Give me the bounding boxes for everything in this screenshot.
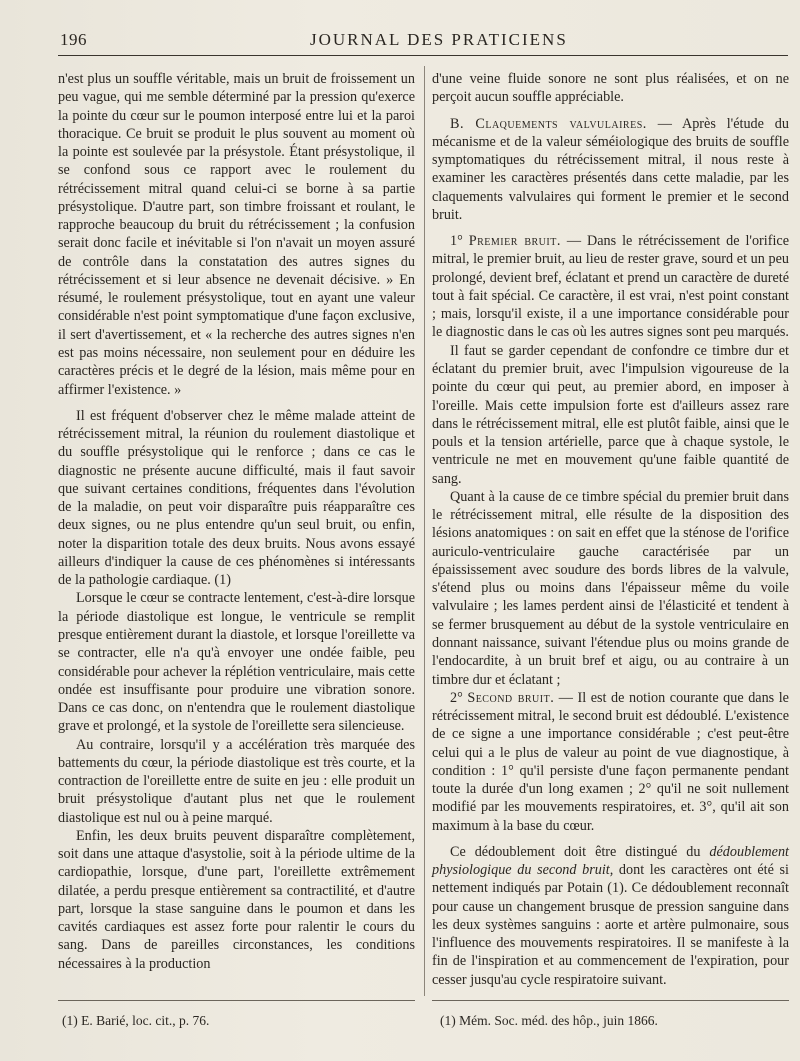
section-heading-second-bruit: Second bruit. — [467, 689, 555, 706]
footnote-left: (1) E. Barié, loc. cit., p. 76. — [62, 1013, 210, 1028]
left-paragraph-1: n'est plus un souffle véritable, mais un bruit de froissement un peu vague, qui me semble déterminé par la pression qu'exerce la pointe du cœur sur le poumon interposé entre lui et la paroi thoracique. Ce bruit se produit le plus souvent au moment où la pointe est soulevée par la présystole. Étant présystolique, il se confond sous ce rapport avec le roulement du rétrécissement mitral quand celui-ci se borne à sa partie présystolique. D'autre part, son timbre froissant et roulant, le rapproche beaucoup du bruit du rétrécissement ; la confusion serait donc facile et inévitable si l'on n'avait un moyen assuré de contrôle dans la constatation des autres signes du rétrécissement et si leur absence ne devenait décisive. » En résumé, le roulement présystolique, tout en ayant une valeur considérable n'est point symptomatique d'une façon exclusive, il sert d'avertissement, et « la recherche des autres signes n'en est pas moins nécessaire, non seulement pour en déduire les caractères précis et le degré de la lésion, mais même pour en affirmer l'existence. » — [58, 71, 415, 398]
left-paragraph-2: Il est fréquent d'observer chez le même malade atteint de rétrécissement mitral, la réunion du roulement diastolique et du souffle présystolique qui le renforce ; dans ce cas le diagnostic ne présente aucune difficulté, mais il faut savoir que suivant certaines conditions, fréquentes dans l'évolution de la maladie, on peut voir disparaître puis réapparaître ces deux signes, ou ne plus entendre qu'un seul bruit, ou enfin, noter la disparition totale des deux bruits. Nous avons essayé ailleurs d'indiquer la cause de ces phénomènes si intéressants de la pathologie cardiaque. (1) — [58, 407, 415, 589]
right-paragraph-3 — [432, 232, 789, 342]
left-paragraph-4: Au contraire, lorsqu'il y a accélération très marquée des battements du cœur, la période diastolique est très courte, et la contraction de l'oreillette entre de suite en jeu : elle produit un bruit présystolique d'autant plus net que le roulement diastolique est nul ou à peine marqué. — [58, 736, 415, 826]
right-paragraph-7 — [432, 843, 789, 989]
running-title: JOURNAL DES PRATICIENS — [310, 30, 568, 49]
footnote-rule-right — [432, 1000, 789, 1001]
item-number-2: 2° — [450, 689, 468, 706]
section-heading-premier-bruit: Premier bruit. — [468, 233, 561, 250]
right-paragraph-1: d'une veine fluide sonore ne sont plus réalisées, et on ne perçoit aucun souffle appréciable. — [432, 71, 789, 106]
right-paragraph-5: Quant à la cause de ce timbre spécial du premier bruit dans le rétrécissement mitral, elle résulte de la disposition des lésions anatomiques : on sait en effet que la sténose de l'orifice auriculo-ventriculaire gauche caractérisée par un épaississement avec soudure des bords libres de la valvule, s'étend plus ou moins dans l'épaisseur même du voile valvulaire ; les lames perdent ainsi de l'élasticité et tendent à se fermer brusquement au début de la systole ventriculaire en donnant naissance, suivant l'étendue plus ou moins grande de l'endocardite, à un bruit bref et aigu, ou au contraire à un timbre dur et éclatant ; — [432, 488, 789, 688]
footnote-right: (1) Mém. Soc. méd. des hôp., juin 1866. — [440, 1013, 658, 1028]
right-paragraph-2 — [432, 115, 789, 225]
left-paragraph-5: Enfin, les deux bruits peuvent disparaître complètement, soit dans une attaque d'asystolie, soit à la période ultime de la cardiopathie, lorsque, d'une part, l'oreillette extrêmement dilatée, a perdu presque entièrement sa contractilité, et d'autre part, lorsque la stase sanguine dans le poumon et dans les cavités cardiaques est assez forte pour ralentir le cours du sang. Dans de pareilles circonstances, les conditions nécessaires à la production — [58, 827, 415, 972]
section-heading-claquements: B. Claquements valvulaires. — [450, 115, 647, 132]
right-column — [432, 70, 789, 989]
left-column — [58, 70, 415, 973]
header-rule — [58, 55, 788, 56]
left-paragraph-3: Lorsque le cœur se contracte lentement, c'est-à-dire lorsque la période diastolique est longue, le ventricule se remplit presque entièrement durant la diastole, et lorsque l'oreillette va se contracter, elle n'a qu'à envoyer une ondée faible, peu considérable pour achever la réplétion ventriculaire, mais cette ondée est insuffisante pour produire une vibration sonore. Dans ce cas donc, on n'entendra que le roulement diastolique grave et prolongé, et la systole de l'oreillette sera silencieuse. — [58, 590, 415, 735]
paragraph-text-b: dont les caractères ont été si nettement indiqués par Potain (1). Ce dédoublement reconnaît pour cause un changement brusque de pression sanguine dans les deux systèmes sanguins : aorte et artère pulmonaire, sous l'influence des mouvements respiratoires. Il se manifeste à la fin de l'inspiration et au commencement de l'expiration, pour cesser jusqu'au cycle respiratoire suivant. — [432, 862, 789, 988]
italic-phrase: dédoublement physiologique du second bruit, — [432, 843, 789, 879]
section-text-claquements: — Après l'étude du mécanisme et de la valeur séméiologique des bruits de souffle symptomatiques du rétrécissement mitral, il nous reste à examiner les caractères présentés dans cette maladie, par les claquements valvulaires qui forment le premier et le second bruit. — [432, 115, 789, 223]
paragraph-text-a: Ce dédoublement doit être distingué du — [450, 843, 710, 860]
section-text-second-bruit: — Il est de notion courante que dans le rétrécissement mitral, le second bruit est dédoublé. L'existence de ce signe a une importance considérable ; c'est peut-être celui qui a le plus de valeur au point de vue diagnostique, à condition : 1° qu'il persiste d'une façon permanente pendant toute la durée d'un long examen ; 2° qu'il ne soit nullement modifié par les mouvements respiratoires, et. 3°, qu'il ait son maximum à la base du cœur. — [432, 689, 789, 834]
footnote-rule-left — [58, 1000, 415, 1001]
page-number: 196 — [60, 30, 87, 49]
section-text-premier-bruit: — Dans le rétrécissement de l'orifice mitral, le premier bruit, au lieu de rester grave, sourd et un peu prolongé, devient bref, éclatant et prend un caractère de dureté tout à fait spécial. Ce caractère, il est vrai, n'est point constant ; mais, lorsqu'il existe, il a une importance considérable pour le diagnostic dans le cas où les autres signes sont peu marqués. — [432, 233, 789, 341]
right-paragraph-6 — [432, 689, 789, 835]
column-divider — [424, 66, 425, 996]
right-paragraph-4: Il faut se garder cependant de confondre ce timbre dur et éclatant du premier bruit, avec l'impulsion vigoureuse de la pointe du cœur qui peut, au premier abord, en imposer à l'oreille. Mais cette impulsion forte est d'ailleurs assez rare dans le rétrécissement mitral, elle est plutôt faible, ainsi que le pouls et la tension artérielle, parce que à chaque systole, le ventricule ne met en mouvement qu'une faible quantité de sang. — [432, 342, 789, 487]
page-header — [60, 30, 780, 52]
item-number-1: 1° — [450, 233, 469, 250]
